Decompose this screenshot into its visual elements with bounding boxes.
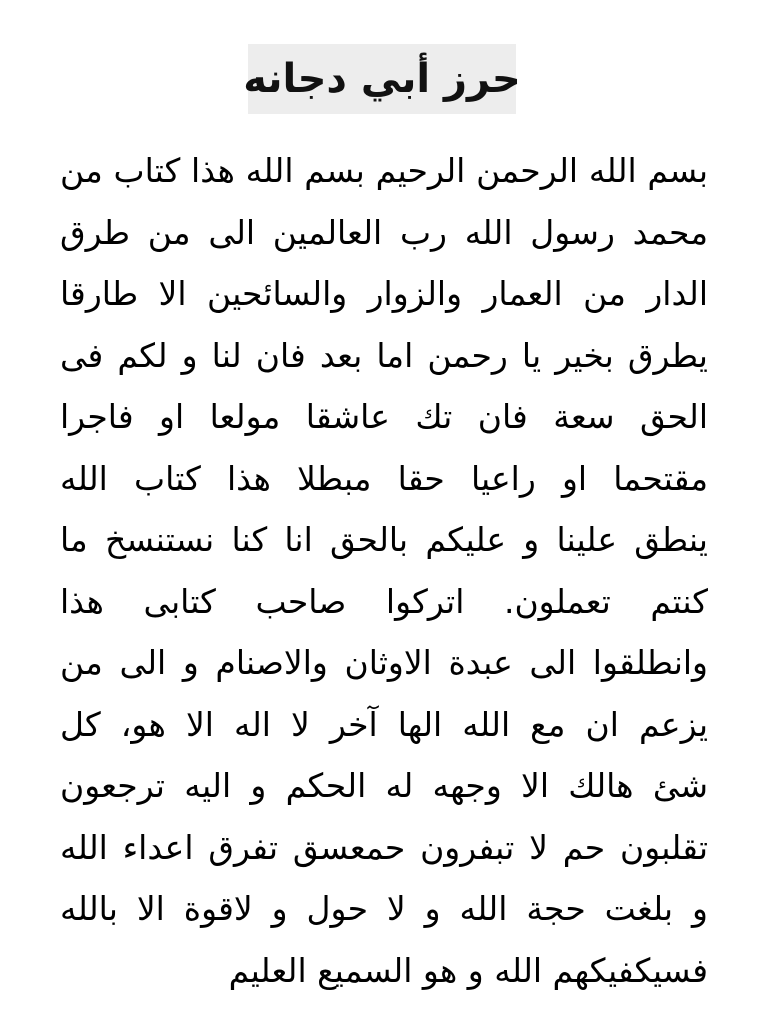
title-banner [243, 44, 521, 114]
text-line: كنتم تعملون. اتركوا صاحب كتابى هذا [60, 581, 708, 621]
document-body [60, 140, 708, 1001]
text-line: الدار من العمار والزوار والسائحين الا طارقا [60, 274, 708, 313]
text-line: بسم الله الرحمن الرحيم بسم الله هذا كتاب من [60, 151, 708, 190]
text-line: الحق سعة فان تك عاشقا مولعا او فاجرا [60, 397, 708, 436]
text-line: محمد رسول الله رب العالمين الى من طرق [60, 212, 708, 252]
text-line: تقلبون حم لا تبفرون حمعسق تفرق اعداء الله [60, 827, 708, 867]
document-title: حرز أبي دجانه [243, 56, 521, 102]
text-line: وانطلقوا الى عبدة الاوثان والاصنام و الى من [60, 643, 708, 682]
text-line: و بلغت حجة الله و لا حول و لاقوة الا بالله [60, 889, 708, 928]
text-line: ينطق علينا و عليكم بالحق انا كنا نستنسخ ما [60, 520, 708, 559]
text-line: يزعم ان مع الله الها آخر لا اله الا هو، كل [60, 704, 708, 744]
text-line: فسيكفيكهم الله و هو السميع العليم [228, 950, 708, 990]
text-line: يطرق بخير يا رحمن اما بعد فان لنا و لكم فى [60, 335, 708, 375]
text-line: مقتحما او راعيا حقا مبطلا هذا كتاب الله [60, 458, 708, 498]
text-line: شئ هالك الا وجهه له الحكم و اليه ترجعون [60, 766, 708, 805]
